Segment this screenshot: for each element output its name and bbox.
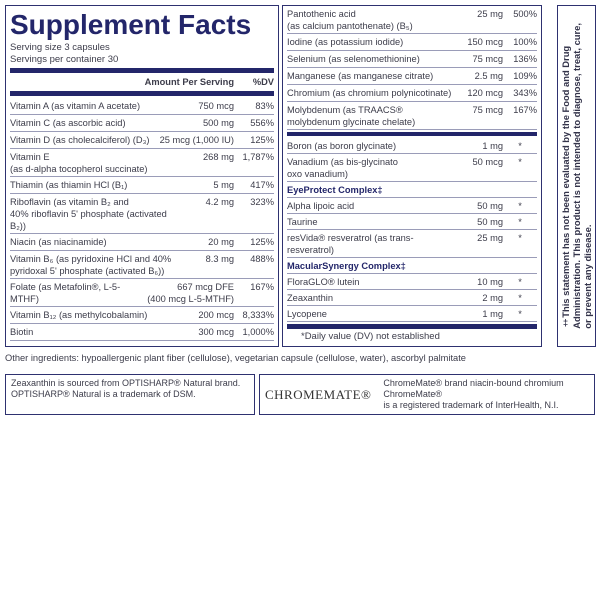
nutrient-row [287, 51, 537, 68]
nutrient-name [287, 87, 453, 100]
nutrient-name [10, 253, 178, 277]
nutrient-name-line-wrap [10, 179, 178, 191]
amount-value: 2 mg [482, 293, 503, 303]
nutrient-name-line-wrap [10, 309, 178, 321]
percent-dv: * [518, 309, 522, 319]
amount-value: 1 mg [482, 309, 503, 319]
nutrient-name-line: Chromium (as chromium polynicotinate) [287, 88, 452, 98]
nutrient-name-line: Iodine (as potassium iodide) [287, 37, 404, 47]
nutrient-name [287, 140, 453, 152]
amount [178, 309, 234, 322]
nutrient-name [10, 281, 141, 305]
amount-value: 2.5 mg [474, 71, 503, 81]
amount-value: 750 mcg [198, 101, 234, 111]
nutrient-name [10, 309, 178, 322]
nutrient-name [287, 70, 453, 83]
note-line: OPTISHARP® Natural is a trademark of DSM. [11, 389, 196, 399]
amount [178, 100, 234, 113]
nutrient-name-line: Thiamin (as thiamin HCl (B₁) [10, 180, 128, 190]
nutrient-row [287, 68, 537, 85]
nutrient-name [287, 8, 453, 32]
nutrient-name-line-wrap [287, 168, 453, 180]
nutrient-name [287, 292, 453, 304]
fda-disclaimer-box [557, 5, 596, 347]
nutrient-row [287, 154, 537, 182]
nutrient-row [10, 149, 274, 177]
nutrient-name-line: Alpha lipoic acid [287, 201, 355, 211]
amount [453, 8, 503, 32]
percent-dv: 556% [250, 118, 274, 128]
percent-dv: * [518, 217, 522, 227]
amount [453, 216, 503, 228]
amount-line [147, 293, 234, 305]
nutrient-name-line: Vitamin B₁₂ (as methylcobalamin) [10, 310, 148, 320]
nutrient-name-line: Manganese (as manganese citrate) [287, 71, 434, 81]
amount-value: 75 mcg [472, 54, 503, 64]
nutrient-row [287, 6, 537, 34]
nutrient-name-line-wrap [287, 200, 453, 212]
amount-value: 300 mcg [198, 327, 234, 337]
nutrient-name-line-wrap [287, 232, 453, 256]
disclaimer-line: or prevent any disease. [582, 224, 593, 329]
amount [453, 53, 503, 66]
disclaimer-line: ‡This statement has not been evaluated by the Food and Drug [560, 45, 571, 329]
amount-line [459, 53, 503, 65]
percent-dv: 488% [250, 254, 274, 264]
nutrient-row [287, 198, 537, 214]
nutrient-name-line: Lycopene [287, 309, 327, 319]
nutrient-name [10, 151, 178, 175]
nutrient-name-line: Folate (as Metafolin®, L-5-MTHF) [10, 282, 121, 304]
amount-line [459, 216, 503, 228]
nutrient-name-line-wrap [287, 216, 453, 228]
nutrient-row [10, 324, 274, 341]
supplement-facts-panel-right [282, 5, 542, 347]
nutrient-row [10, 132, 274, 149]
nutrient-row [287, 34, 537, 51]
percent-dv: 125% [250, 237, 274, 247]
nutrient-row [287, 138, 537, 154]
percent-dv: * [518, 277, 522, 287]
percent-dv: 1,000% [242, 327, 274, 337]
section-header-label: MacularSynergy Complex‡ [287, 261, 406, 271]
percent-dv: 125% [250, 135, 274, 145]
amount-value: 50 mg [477, 201, 503, 211]
nutrient-name-line-wrap [287, 156, 453, 168]
amount-line [459, 276, 503, 288]
nutrient-name-line-wrap [287, 53, 453, 65]
amount [453, 232, 503, 256]
nutrient-name [10, 196, 178, 232]
percent-dv: 343% [513, 88, 537, 98]
amount [141, 281, 234, 305]
nutrient-name-line: Vitamin E [10, 152, 50, 162]
nutrient-name-line-wrap [10, 253, 178, 265]
nutrient-name-line-wrap [287, 20, 453, 32]
chromemate-trademark-note [259, 374, 595, 415]
nutrient-name-line-wrap [10, 151, 178, 163]
amount [154, 134, 234, 147]
amount-value: (400 mcg L-5-MTHF) [147, 294, 234, 304]
nutrient-row [287, 290, 537, 306]
amount-line [184, 326, 234, 338]
servings-per-container: Servings per container 30 [10, 54, 119, 65]
nutrient-row [287, 230, 537, 258]
nutrient-name-line: Boron (as boron glycinate) [287, 141, 397, 151]
nutrient-row [287, 85, 537, 102]
amount [453, 156, 503, 180]
amount-line [459, 308, 503, 320]
amount-line [184, 196, 234, 208]
amount-line [184, 100, 234, 112]
amount-line [459, 87, 503, 99]
nutrient-name [287, 276, 453, 288]
nutrient-name-line-wrap [10, 265, 178, 277]
amount-line [459, 8, 503, 20]
amount-line [459, 104, 503, 116]
nutrient-name [287, 232, 453, 256]
nutrient-name [287, 156, 453, 180]
nutrient-name-line-wrap [287, 276, 453, 288]
nutrient-name-line: resVida® resveratrol (as trans-resveratrol) [287, 233, 414, 255]
trademark-notes [5, 374, 595, 415]
nutrient-name [10, 326, 178, 339]
disclaimer-line: Administration. This product is not intended to diagnose, treat, cure, [571, 23, 582, 329]
nutrient-name [10, 117, 178, 130]
dv-header: %DV [252, 77, 274, 87]
amount [453, 292, 503, 304]
nutrient-name-line-wrap [287, 308, 453, 320]
note-line: Zeaxanthin is sourced from OPTISHARP® Natural brand. [11, 378, 241, 388]
section-header-label: EyeProtect Complex‡ [287, 185, 383, 195]
nutrient-name-line: pyridoxal 5' phosphate (activated B₆)) [10, 266, 165, 276]
nutrient-row [10, 251, 274, 279]
nutrient-name-line-wrap [287, 140, 453, 152]
amount [453, 36, 503, 49]
zeaxanthin-trademark-note [5, 374, 255, 415]
nutrient-name-line-wrap [287, 87, 453, 99]
amount [178, 179, 234, 192]
nutrient-name-line: (as calcium pantothenate) (B₅) [287, 21, 413, 31]
nutrient-name [10, 134, 154, 147]
amount-line [184, 117, 234, 129]
amount-line [459, 70, 503, 82]
amount [453, 276, 503, 288]
nutrient-name [287, 308, 453, 320]
percent-dv: 417% [250, 180, 274, 190]
nutrient-name-line: Molybdenum (as TRAACS® [287, 105, 403, 115]
chromemate-note-text [383, 378, 589, 411]
nutrient-row [287, 102, 537, 130]
percent-dv: 167% [250, 282, 274, 292]
percent-dv: * [518, 293, 522, 303]
amount-value: 10 mg [477, 277, 503, 287]
nutrient-row [10, 98, 274, 115]
nutrient-row [10, 177, 274, 194]
label-top-section [5, 5, 595, 347]
amount-value: 8.3 mg [205, 254, 234, 264]
nutrient-name-line-wrap [10, 100, 178, 112]
nutrient-name-line: Niacin (as niacinamide) [10, 237, 107, 247]
amount-value: 268 mg [202, 152, 234, 162]
divider-bar [10, 91, 274, 96]
nutrient-row [10, 279, 274, 307]
nutrient-name [287, 200, 453, 212]
nutrient-row [10, 307, 274, 324]
amount-value: 50 mcg [472, 157, 503, 167]
nutrient-name-line-wrap [287, 8, 453, 20]
nutrient-name [287, 53, 453, 66]
supplement-facts-panel-left [5, 5, 279, 347]
nutrient-name-line-wrap [10, 281, 141, 305]
nutrient-name-line-wrap [287, 104, 453, 116]
fda-disclaimer [560, 23, 593, 329]
nutrient-row [287, 214, 537, 230]
amount-value: 1 mg [482, 141, 503, 151]
percent-dv: 136% [513, 54, 537, 64]
nutrient-name-line: Pantothenic acid [287, 9, 356, 19]
amount-line [147, 281, 234, 293]
chromemate-logo: CHROMEMATE® [265, 387, 372, 402]
nutrient-name-line: Taurine [287, 217, 318, 227]
nutrient-name [10, 179, 178, 192]
amount-line [459, 36, 503, 48]
amount-line [459, 156, 503, 168]
nutrient-name-line: molybdenum glycinate chelate) [287, 117, 416, 127]
percent-dv: * [518, 157, 522, 167]
nutrient-name-line-wrap [10, 196, 178, 208]
note-line: ChromeMate® brand niacin-bound chromium ChromeMate® [383, 378, 564, 399]
nutrient-name-line-wrap [10, 236, 178, 248]
nutrient-name-line: 40% riboflavin 5' phosphate (activated B₂)) [10, 209, 167, 231]
amount-line [459, 292, 503, 304]
amount-line [184, 253, 234, 265]
nutrient-name-line: Vitamin D (as cholecalciferol) (D₃) [10, 135, 150, 145]
amount [453, 308, 503, 320]
amount-value: 50 mg [477, 217, 503, 227]
amount-value: 75 mcg [472, 105, 503, 115]
other-ingredients: Other ingredients: hypoallergenic plant fiber (cellulose), vegetarian capsule (cellulose, water), ascorbyl palmitate [5, 353, 466, 363]
right-nutrient-list-a [287, 6, 537, 130]
amount-value: 25 mg [477, 233, 503, 243]
amount-value: 200 mcg [198, 310, 234, 320]
amount-value: 150 mcg [467, 37, 503, 47]
note-line: is a registered trademark of InterHealth, N.I. [383, 400, 559, 410]
nutrient-name [287, 104, 453, 128]
amount-line [184, 236, 234, 248]
nutrient-name-line-wrap [10, 163, 178, 175]
nutrient-name-line-wrap [287, 36, 453, 48]
amount [453, 70, 503, 83]
serving-size: Serving size 3 capsules [10, 42, 110, 53]
nutrient-row [287, 306, 537, 322]
nutrient-name-line: Biotin [10, 327, 34, 337]
percent-dv: 100% [513, 37, 537, 47]
percent-dv: 8,333% [242, 310, 274, 320]
amount-line [459, 140, 503, 152]
amount [453, 104, 503, 128]
nutrient-name [287, 216, 453, 228]
amount-value: 120 mcg [467, 88, 503, 98]
nutrient-name-line: oxo vanadium) [287, 169, 348, 179]
section-header [287, 182, 537, 198]
nutrient-name-line: FloraGLO® lutein [287, 277, 360, 287]
amount-line [184, 179, 234, 191]
nutrient-name-line: Zeaxanthin [287, 293, 333, 303]
daily-value-footnote: *Daily value (DV) not established [301, 331, 440, 342]
percent-dv: * [518, 233, 522, 243]
amount [178, 326, 234, 339]
nutrient-row [10, 115, 274, 132]
percent-dv: 323% [250, 197, 274, 207]
amount-line [184, 309, 234, 321]
nutrient-name-line-wrap [10, 134, 154, 146]
nutrient-name-line: Vitamin C (as ascorbic acid) [10, 118, 126, 128]
percent-dv: 1,787% [242, 152, 274, 162]
nutrient-name [10, 100, 178, 113]
nutrient-name [287, 36, 453, 49]
percent-dv: 109% [513, 71, 537, 81]
amount-value: 25 mg [477, 9, 503, 19]
percent-dv: 83% [255, 101, 274, 111]
divider-bar [287, 132, 537, 136]
amount-line [459, 232, 503, 244]
amount [453, 200, 503, 212]
nutrient-name-line: Riboflavin (as vitamin B₂ and [10, 197, 129, 207]
nutrient-name-line: (as d-alpha tocopherol succinate) [10, 164, 148, 174]
nutrient-name-line: Vitamin A (as vitamin A acetate) [10, 101, 141, 111]
nutrient-row [10, 234, 274, 251]
amount [178, 253, 234, 277]
nutrient-name-line: Selenium (as selenomethionine) [287, 54, 420, 64]
percent-dv: * [518, 201, 522, 211]
nutrient-name-line-wrap [10, 208, 178, 232]
left-nutrient-list [10, 98, 274, 341]
amount-line [160, 134, 234, 146]
nutrient-row [10, 194, 274, 234]
amount-value: 500 mg [202, 118, 234, 128]
nutrient-name [10, 236, 178, 249]
amount-line [184, 151, 234, 163]
divider-bar [10, 68, 274, 73]
amount-line [459, 200, 503, 212]
title: Supplement Facts [10, 9, 252, 40]
amount [178, 117, 234, 130]
column-header [10, 75, 274, 89]
nutrient-name-line: Vitamin B₆ (as pyridoxine HCl and 40% [10, 254, 172, 264]
section-header [287, 258, 537, 274]
amount-value: 667 mcg DFE [177, 282, 234, 292]
nutrient-name-line-wrap [287, 116, 453, 128]
percent-dv: 167% [513, 105, 537, 115]
percent-dv: 500% [513, 9, 537, 19]
nutrient-name-line-wrap [10, 326, 178, 338]
amount-header: Amount Per Serving [144, 77, 234, 87]
amount [178, 151, 234, 175]
amount-value: 4.2 mg [205, 197, 234, 207]
amount [453, 140, 503, 152]
nutrient-row [287, 274, 537, 290]
divider-bar [287, 324, 537, 329]
amount [453, 87, 503, 100]
nutrient-name-line: Vanadium (as bis-glycinato [287, 157, 398, 167]
amount-value: 25 mcg (1,000 IU) [159, 135, 234, 145]
amount-value: 20 mg [208, 237, 234, 247]
nutrient-name-line-wrap [10, 117, 178, 129]
amount-value: 5 mg [213, 180, 234, 190]
nutrient-name-line-wrap [287, 70, 453, 82]
amount [178, 196, 234, 232]
amount [178, 236, 234, 249]
right-nutrient-list-b [287, 138, 537, 322]
nutrient-name-line-wrap [287, 292, 453, 304]
percent-dv: * [518, 141, 522, 151]
